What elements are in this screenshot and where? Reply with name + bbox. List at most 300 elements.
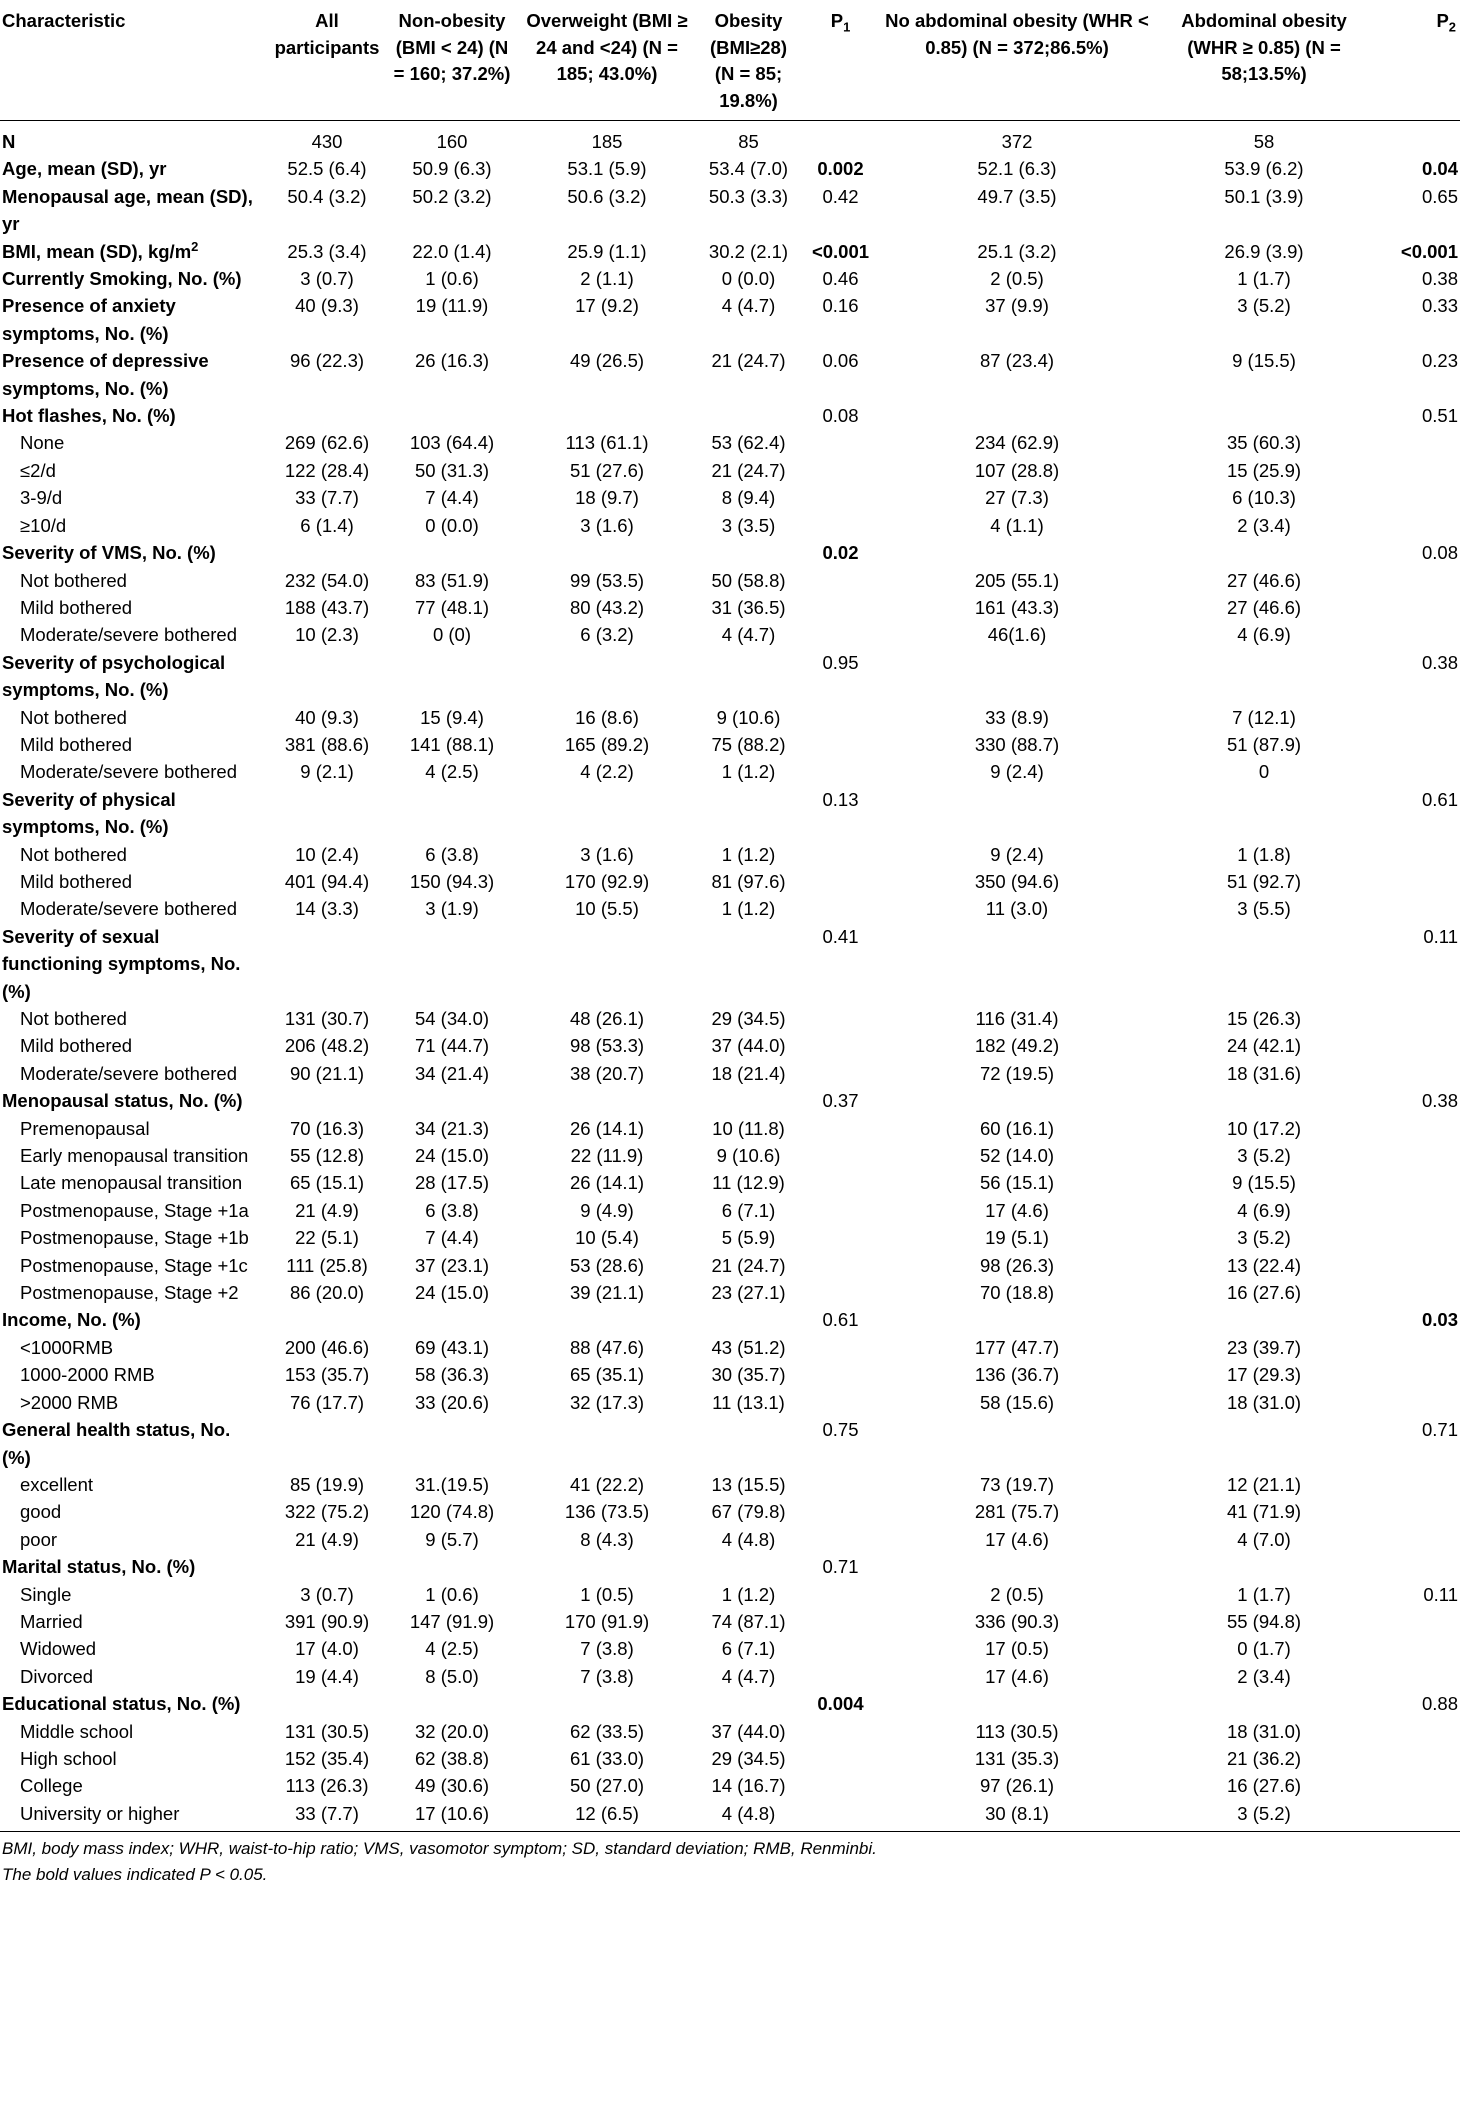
value-cell: 11 (3.0) [985, 898, 1049, 920]
value-cell [518, 1553, 696, 1580]
header-obesity: Obesity (BMI≥28) (N = 85; 19.8%) [696, 8, 801, 121]
value-cell: 27 (46.6) [1226, 569, 1302, 591]
row-category-label: General health status, No. (%) [2, 1419, 231, 1468]
value-cell: 3 (0.7) [300, 1583, 354, 1605]
table-row [0, 1279, 1460, 1306]
p1-value-cell [801, 1772, 880, 1799]
table-row [0, 704, 1460, 731]
value-cell: 26 (14.1) [569, 1172, 645, 1194]
value-cell: 17 (29.3) [1226, 1364, 1302, 1386]
value-cell [1154, 1553, 1374, 1580]
table-row [0, 1772, 1460, 1799]
header-no-abdominal-obesity: No abdominal obesity (WHR < 0.85) (N = 372;86.5%) [880, 8, 1154, 121]
value-cell: 50 (58.8) [711, 569, 786, 591]
value-cell: 18 (9.7) [575, 487, 639, 509]
p1-value-cell [801, 1279, 880, 1306]
p2-value-cell: 0.03 [1421, 1309, 1458, 1331]
value-cell: 37 (44.0) [711, 1720, 786, 1742]
value-cell: 51 (27.6) [569, 459, 645, 481]
value-cell [268, 786, 386, 841]
value-cell [518, 1306, 696, 1333]
p1-value-cell: 0.61 [822, 1309, 859, 1331]
table-row [0, 457, 1460, 484]
value-cell [880, 923, 1154, 1005]
value-cell: 9 (2.4) [990, 761, 1044, 783]
value-cell: 31 (36.5) [711, 596, 786, 618]
p2-value-cell [1374, 1252, 1460, 1279]
row-subcategory-label: <1000RMB [20, 1336, 114, 1358]
value-cell: 1 (0.6) [425, 268, 479, 290]
value-cell: 170 (91.9) [564, 1610, 650, 1632]
value-cell: 51 (87.9) [1226, 733, 1302, 755]
p2-value-cell: 0.61 [1421, 788, 1458, 810]
table-row [0, 1389, 1460, 1416]
value-cell [880, 1306, 1154, 1333]
p2-value-cell [1374, 1471, 1460, 1498]
value-cell: 188 (43.7) [284, 596, 370, 618]
value-cell: 131 (35.3) [974, 1747, 1060, 1769]
value-cell: 0 (0) [432, 624, 472, 646]
value-cell: 24 (42.1) [1226, 1035, 1302, 1057]
row-category-label: Marital status, No. (%) [2, 1556, 196, 1578]
value-cell: 0 (0.0) [721, 268, 776, 290]
value-cell: 17 (9.2) [575, 295, 639, 317]
value-cell: 2 (0.5) [990, 268, 1044, 290]
value-cell: 2 (3.4) [1237, 1665, 1291, 1687]
row-subcategory-label: College [20, 1775, 83, 1797]
p2-value-cell [1374, 1279, 1460, 1306]
value-cell: 46(1.6) [987, 624, 1047, 646]
value-cell: 41 (71.9) [1226, 1501, 1302, 1523]
value-cell: 2 (3.4) [1237, 514, 1291, 536]
value-cell: 281 (75.7) [974, 1501, 1060, 1523]
value-cell: 6 (3.2) [580, 624, 634, 646]
row-category-label: BMI, mean (SD), $kg/m^2$ [2, 238, 199, 262]
p2-value-cell [1374, 567, 1460, 594]
p1-value-cell: 0.95 [822, 651, 859, 673]
value-cell: 185 [591, 131, 623, 152]
table-row [0, 895, 1460, 922]
value-cell [268, 649, 386, 704]
value-cell: 391 (90.9) [284, 1610, 370, 1632]
p2-value-cell [1374, 621, 1460, 648]
p2-value-cell: 0.71 [1421, 1419, 1458, 1441]
value-cell: 50.3 (3.3) [708, 185, 789, 207]
value-cell: 4 (4.8) [696, 1800, 801, 1832]
value-cell: 50.1 (3.9) [1224, 185, 1304, 207]
value-cell: 25.3 (3.4) [287, 240, 367, 262]
value-cell [880, 1690, 1154, 1717]
value-cell: 9 (10.6) [716, 1145, 781, 1167]
value-cell: 1 (1.2) [721, 761, 776, 783]
value-cell: 4 (4.7) [721, 1665, 776, 1687]
value-cell [518, 1690, 696, 1717]
p2-value-cell [1374, 1772, 1460, 1799]
value-cell: 150 (94.3) [409, 870, 495, 892]
value-cell: 49 (26.5) [569, 350, 645, 372]
value-cell: 38 (20.7) [569, 1062, 645, 1084]
value-cell: 9 (2.1) [300, 761, 354, 783]
value-cell: 21 (4.9) [295, 1199, 359, 1221]
row-subcategory-label: None [20, 432, 65, 454]
value-cell [1154, 786, 1374, 841]
value-cell: 7 (12.1) [1232, 706, 1296, 728]
p1-value-cell [801, 704, 880, 731]
value-cell: 1 (1.2) [721, 898, 776, 920]
value-cell: 83 (51.9) [414, 569, 490, 591]
value-cell: 33 (7.7) [295, 487, 359, 509]
value-cell: 136 (36.7) [974, 1364, 1060, 1386]
value-cell [518, 649, 696, 704]
header-p2: $P_2$ [1374, 8, 1460, 121]
value-cell [386, 1306, 518, 1333]
value-cell: 21 (24.7) [711, 1254, 786, 1276]
value-cell [386, 786, 518, 841]
table-row [0, 786, 1460, 841]
p1-value-cell: <0.001 [811, 240, 870, 262]
value-cell: 55 (94.8) [1226, 1610, 1302, 1632]
value-cell: 17 (0.5) [985, 1638, 1049, 1660]
value-cell [1154, 1306, 1374, 1333]
value-cell: 401 (94.4) [284, 870, 370, 892]
value-cell: 53 (62.4) [711, 432, 786, 454]
value-cell: 26 (16.3) [414, 350, 490, 372]
value-cell: 21 (36.2) [1226, 1747, 1302, 1769]
value-cell: 147 (91.9) [409, 1610, 495, 1632]
value-cell: 18 (31.0) [1226, 1720, 1302, 1742]
table-row [0, 923, 1460, 1005]
value-cell: 2 (0.5) [990, 1583, 1044, 1605]
value-cell: 103 (64.4) [409, 432, 495, 454]
value-cell: 72 (19.5) [979, 1062, 1055, 1084]
value-cell [386, 1087, 518, 1114]
value-cell: 6 (1.4) [300, 514, 354, 536]
table-header-row [0, 8, 1460, 121]
p2-value-cell [1374, 121, 1460, 156]
value-cell: 35 (60.3) [1226, 432, 1302, 454]
value-cell: 70 (16.3) [289, 1117, 365, 1139]
p1-value-cell [801, 121, 880, 156]
value-cell: 11 (13.1) [712, 1391, 785, 1413]
value-cell: 3 (5.2) [1154, 1800, 1374, 1832]
value-cell: 50 (31.3) [414, 459, 490, 481]
p2-value-cell: 0.11 [1423, 1583, 1458, 1605]
value-cell [696, 1087, 801, 1114]
value-cell: 4 (2.5) [425, 1638, 479, 1660]
value-cell: 49.7 (3.5) [977, 185, 1057, 207]
p1-value-cell [801, 841, 880, 868]
row-subcategory-label: Mild bothered [20, 733, 133, 755]
p1-value-cell [801, 1718, 880, 1745]
value-cell: 29 (34.5) [711, 1008, 786, 1029]
p1-value-cell: 0.75 [822, 1419, 859, 1441]
value-cell: 53.9 (6.2) [1224, 158, 1304, 180]
value-cell: 21 (4.9) [295, 1528, 359, 1550]
table-row [0, 1361, 1460, 1388]
table-row [0, 1115, 1460, 1142]
p1-value-cell [801, 429, 880, 456]
p2-value-cell: 0.23 [1421, 350, 1458, 372]
value-cell: 90 (21.1) [289, 1062, 365, 1084]
p2-value-cell: 0.51 [1421, 405, 1458, 427]
value-cell: 0 [1258, 761, 1270, 783]
value-cell [880, 649, 1154, 704]
row-subcategory-label: Mild bothered [20, 870, 133, 892]
p1-value-cell: 0.46 [822, 268, 859, 290]
table-row [0, 484, 1460, 511]
value-cell [880, 786, 1154, 841]
value-cell: 1 (1.7) [1237, 268, 1291, 290]
value-cell: 67 (79.8) [711, 1501, 786, 1523]
value-cell: 26.9 (3.9) [1224, 240, 1304, 262]
p2-value-cell [1374, 1635, 1460, 1662]
value-cell: 61 (33.0) [569, 1747, 645, 1769]
table-row [0, 402, 1460, 429]
row-subcategory-label: Late menopausal transition [20, 1172, 243, 1194]
value-cell: 4 (6.9) [1237, 624, 1291, 646]
value-cell: 98 (53.3) [569, 1035, 645, 1057]
value-cell: 13 (15.5) [711, 1473, 786, 1495]
value-cell: 17 (10.6) [386, 1800, 518, 1832]
value-cell: 5 (5.9) [721, 1227, 776, 1249]
table-row [0, 238, 1460, 265]
value-cell [386, 402, 518, 429]
value-cell: 3 (0.7) [300, 268, 354, 290]
row-subcategory-label: >2000 RMB [20, 1391, 119, 1413]
table-row [0, 1800, 1460, 1832]
row-subcategory-label: 3-9/d [20, 487, 63, 509]
value-cell [696, 402, 801, 429]
value-cell: 205 (55.1) [974, 569, 1060, 591]
value-cell: 22 (5.1) [295, 1227, 359, 1249]
p2-value-cell [1374, 1361, 1460, 1388]
value-cell: 8 (9.4) [721, 487, 776, 509]
value-cell: 15 (25.9) [1226, 459, 1302, 481]
value-cell: 21 (24.7) [711, 459, 786, 481]
row-subcategory-label: Postmenopause, Stage +1a [20, 1199, 249, 1221]
row-category-label: Presence of depressive symptoms, No. (%) [2, 350, 209, 399]
p2-value-cell [1374, 895, 1460, 922]
value-cell: 111 (25.8) [286, 1254, 368, 1276]
value-cell [386, 1690, 518, 1717]
value-cell: 430 [311, 131, 343, 152]
value-cell: 37 (9.9) [985, 295, 1049, 317]
table-row [0, 512, 1460, 539]
row-subcategory-label: Divorced [20, 1665, 93, 1687]
row-subcategory-label: ≤2/d [20, 459, 56, 481]
value-cell: 10 (2.4) [295, 843, 359, 865]
value-cell: 80 (43.2) [569, 596, 645, 618]
value-cell: 74 (87.1) [711, 1610, 786, 1632]
value-cell: 206 (48.2) [284, 1035, 370, 1057]
p1-value-cell [801, 1635, 880, 1662]
value-cell: 19 (4.4) [295, 1665, 359, 1687]
value-cell: 200 (46.6) [284, 1336, 370, 1358]
value-cell [880, 402, 1154, 429]
p2-value-cell: 0.65 [1421, 185, 1458, 207]
row-category-label: Severity of sexual functioning symptoms, No. (%) [2, 925, 241, 1002]
row-subcategory-label: Early menopausal transition [20, 1145, 249, 1167]
value-cell: 81 (97.6) [711, 870, 786, 892]
row-category-label: Currently Smoking, No. (%) [2, 268, 242, 290]
value-cell [518, 1416, 696, 1471]
value-cell: 6 (3.8) [425, 843, 479, 865]
row-subcategory-label: Mild bothered [20, 1035, 133, 1057]
value-cell: 75 (88.2) [711, 733, 786, 755]
p1-value-cell [801, 512, 880, 539]
value-cell: 50 (27.0) [569, 1775, 645, 1797]
value-cell: 322 (75.2) [284, 1501, 370, 1523]
value-cell [1154, 1087, 1374, 1114]
value-cell: 13 (22.4) [1226, 1254, 1302, 1276]
value-cell: 12 (6.5) [518, 1800, 696, 1832]
p1-value-cell [801, 484, 880, 511]
value-cell: 336 (90.3) [974, 1610, 1060, 1632]
table-row [0, 1663, 1460, 1690]
header-all-participants: All participants [268, 8, 386, 121]
value-cell: 165 (89.2) [564, 733, 650, 755]
footnote-abbreviations: BMI, body mass index; WHR, waist-to-hip ratio; VMS, vasomotor symptom; SD, standard deviation; RMB, Renminbi. [2, 1839, 877, 1858]
value-cell: 182 (49.2) [974, 1035, 1060, 1057]
p1-value-cell [801, 1224, 880, 1251]
row-subcategory-label: University or higher [0, 1800, 268, 1832]
p1-value-cell [801, 1115, 880, 1142]
p1-value-cell: 0.08 [822, 405, 859, 427]
p1-value-cell [801, 1471, 880, 1498]
row-subcategory-label: Postmenopause, Stage +2 [20, 1282, 239, 1304]
value-cell: 54 (34.0) [414, 1008, 490, 1029]
value-cell: 161 (43.3) [974, 596, 1060, 618]
value-cell: 76 (17.7) [289, 1391, 365, 1413]
value-cell [1154, 1416, 1374, 1471]
p1-value-cell [801, 895, 880, 922]
value-cell: 8 (5.0) [425, 1665, 479, 1687]
table-row [0, 1197, 1460, 1224]
value-cell: 52 (14.0) [979, 1145, 1055, 1167]
value-cell: 70 (18.8) [979, 1282, 1055, 1304]
value-cell [268, 1306, 386, 1333]
row-subcategory-label: Postmenopause, Stage +1b [20, 1227, 249, 1249]
value-cell: 1 (0.6) [425, 1583, 479, 1605]
value-cell: 15 (9.4) [420, 706, 484, 728]
value-cell: 177 (47.7) [974, 1336, 1060, 1358]
row-category-label: Presence of anxiety symptoms, No. (%) [2, 295, 176, 344]
table-row [0, 567, 1460, 594]
p2-value-cell [1374, 1060, 1460, 1087]
row-subcategory-label: Not bothered [20, 843, 127, 865]
value-cell: 12 (21.1) [1226, 1473, 1302, 1495]
row-category-label: Income, No. (%) [2, 1309, 141, 1331]
p2-value-cell: <0.001 [1400, 240, 1458, 262]
p2-value-cell [1374, 1553, 1460, 1580]
p2-value-cell [1374, 731, 1460, 758]
value-cell: 53 (28.6) [569, 1254, 645, 1276]
row-subcategory-label: ≥10/d [20, 514, 67, 536]
value-cell: 4 (4.8) [721, 1528, 776, 1550]
value-cell: 30 (35.7) [711, 1364, 786, 1386]
p2-value-cell [1374, 1224, 1460, 1251]
value-cell: 86 (20.0) [289, 1282, 365, 1304]
value-cell [268, 1087, 386, 1114]
p1-value-cell [801, 621, 880, 648]
value-cell: 1 (0.5) [580, 1583, 634, 1605]
p1-value-cell: 0.06 [822, 350, 859, 372]
value-cell: 9 (10.6) [716, 706, 781, 728]
value-cell: 96 (22.3) [289, 350, 365, 372]
table-row [0, 1224, 1460, 1251]
value-cell [696, 1690, 801, 1717]
value-cell: 30 (8.1) [880, 1800, 1154, 1832]
p2-value-cell: 0.04 [1421, 158, 1458, 180]
row-subcategory-label: Not bothered [20, 1008, 127, 1029]
table-row [0, 1471, 1460, 1498]
value-cell: 32 (17.3) [569, 1391, 645, 1413]
value-cell: 55 (12.8) [289, 1145, 365, 1167]
row-category-label: Severity of physical symptoms, No. (%) [2, 788, 176, 838]
value-cell: 3 (5.2) [1237, 295, 1291, 317]
p1-value-cell [801, 1169, 880, 1196]
value-cell: 43 (51.2) [711, 1336, 786, 1358]
p1-value-cell [801, 1745, 880, 1772]
value-cell: 51 (92.7) [1226, 870, 1302, 892]
value-cell [696, 923, 801, 1005]
header-overweight: Overweight (BMI ≥ 24 and <24) (N = 185; 43.0%) [518, 8, 696, 121]
value-cell: 27 (7.3) [985, 487, 1049, 509]
value-cell [386, 649, 518, 704]
p2-value-cell [1374, 1005, 1460, 1032]
value-cell: 39 (21.1) [569, 1282, 645, 1304]
p2-value-cell [1374, 457, 1460, 484]
value-cell [696, 1306, 801, 1333]
table-row [0, 1306, 1460, 1333]
value-cell: 122 (28.4) [284, 459, 370, 481]
value-cell: 25.9 (1.1) [567, 240, 647, 262]
p2-value-cell [1374, 1142, 1460, 1169]
value-cell: 350 (94.6) [974, 870, 1060, 892]
value-cell: 4 (4.7) [721, 624, 776, 646]
value-cell: 62 (33.5) [569, 1720, 645, 1742]
value-cell: 6 (7.1) [721, 1199, 776, 1221]
p1-value-cell [801, 1800, 880, 1832]
value-cell [386, 923, 518, 1005]
p1-value-cell: 0.004 [817, 1693, 864, 1715]
value-cell: 4 (6.9) [1237, 1199, 1291, 1221]
characteristics-table [0, 8, 1460, 1832]
value-cell: 0 (1.7) [1237, 1638, 1291, 1660]
value-cell: 3 (1.6) [580, 843, 634, 865]
value-cell: 10 (17.2) [1226, 1117, 1302, 1139]
value-cell [880, 1416, 1154, 1471]
p2-value-cell [1374, 1663, 1460, 1690]
header-characteristic: Characteristic [0, 8, 268, 121]
value-cell: 40 (9.3) [295, 295, 359, 317]
value-cell: 17 (4.6) [985, 1665, 1049, 1687]
value-cell: 62 (38.8) [414, 1747, 490, 1769]
value-cell: 28 (17.5) [414, 1172, 490, 1194]
value-cell: 85 (19.9) [289, 1473, 365, 1495]
value-cell: 37 (23.1) [414, 1254, 490, 1276]
value-cell: 7 (3.8) [580, 1638, 634, 1660]
p1-value-cell [801, 1526, 880, 1553]
value-cell: 50.6 (3.2) [567, 185, 647, 207]
value-cell: 16 (27.6) [1226, 1775, 1302, 1797]
p1-value-cell [801, 1060, 880, 1087]
value-cell: 23 (27.1) [711, 1282, 786, 1304]
value-cell: 56 (15.1) [979, 1172, 1055, 1194]
table-row [0, 183, 1460, 238]
value-cell: 97 (26.1) [979, 1775, 1055, 1797]
value-cell: 58 (36.3) [414, 1364, 490, 1386]
